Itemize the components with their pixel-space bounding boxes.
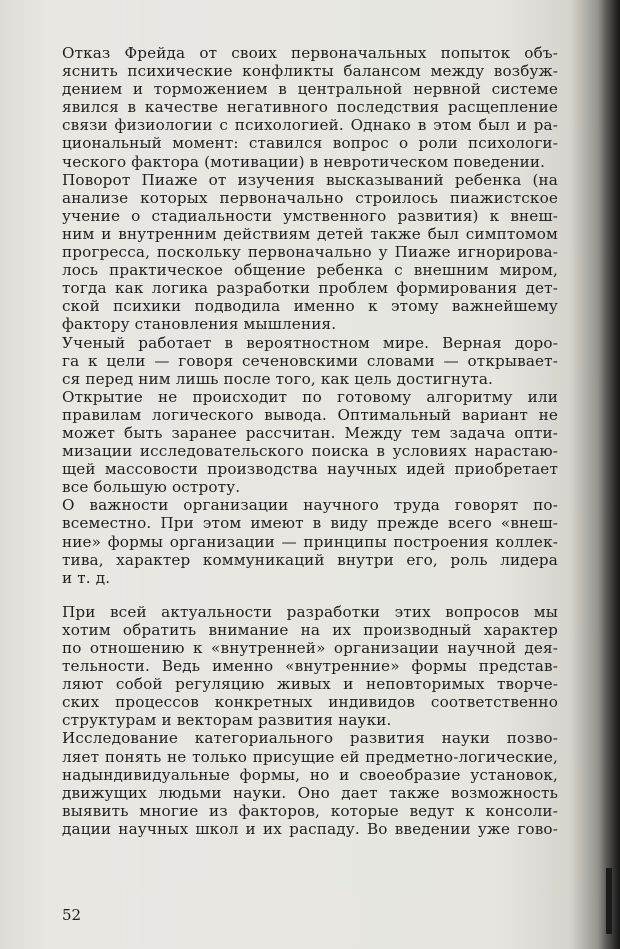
- text-line: циональный момент: ставился вопрос о роли психологи-: [62, 134, 558, 153]
- text-line: ся перед ним лишь после того, как цель достигнута.: [62, 369, 494, 388]
- text-line: учение о стадиальности умственного развития) к внеш-: [62, 206, 558, 225]
- text-line: Ученый работает в вероятностном мире. Верная доро-: [62, 333, 558, 352]
- paragraph: [62, 334, 558, 388]
- text-line: ние» формы организации — принципы построения коллек-: [62, 532, 558, 551]
- text-line: фактору становления мышления.: [62, 315, 337, 334]
- text-line: все большую остроту.: [62, 478, 241, 497]
- text-line: прогресса, поскольку первоначально у Пиаже игнорирова-: [62, 243, 558, 262]
- text-line: явился в качестве негативного последствия расщепление: [62, 98, 558, 117]
- text-line: ляют собой регуляцию живых и неповторимых творче-: [62, 675, 558, 694]
- paragraph: [62, 496, 558, 586]
- text-line: тельности. Ведь именно «внутренние» формы представ-: [62, 657, 558, 676]
- text-line: лось практическое общение ребенка с внешним миром,: [62, 261, 558, 280]
- text-line: Открытие не происходит по готовому алгоритму или: [62, 387, 558, 406]
- text-line: ской психики подводила именно к этому важнейшему: [62, 297, 558, 316]
- text-line: связи физиологии с психологией. Однако в этом был и ра-: [62, 116, 558, 135]
- text-line: хотим обратить внимание на их производный характер: [62, 620, 558, 639]
- text-line: надындивидуальные формы, но и своеобразие установок,: [62, 765, 558, 784]
- text-line: тогда как логика разработки проблем формирования дет-: [62, 279, 558, 298]
- paragraph: [62, 171, 558, 334]
- text-line: О важности организации научного труда говорят по-: [62, 496, 558, 515]
- text-line: При всей актуальности разработки этих вопросов мы: [62, 602, 558, 621]
- text-line: Исследование категориального развития науки позво-: [62, 729, 558, 748]
- text-line: дением и торможением в центральной нервной системе: [62, 80, 558, 99]
- text-line: движущих людьми науки. Оно дает также возможность: [62, 783, 558, 802]
- text-line: Поворот Пиаже от изучения высказываний ребенка (на: [62, 170, 558, 189]
- text-line: га к цели — говоря сеченовскими словами — открывает-: [62, 351, 558, 370]
- body-text: [62, 44, 558, 838]
- text-line: всеместно. При этом имеют в виду прежде всего «внеш-: [62, 514, 558, 533]
- page-edge-mark: [606, 868, 612, 934]
- text-line: по отношению к «внутренней» организации научной дея-: [62, 639, 558, 657]
- text-line: ним и внутренним действиям детей также был симптомом: [62, 224, 558, 243]
- text-line: правилам логического вывода. Оптимальный вариант не: [62, 405, 558, 424]
- paragraph: [62, 603, 558, 730]
- text-line: Отказ Фрейда от своих первоначальных попыток объ-: [62, 44, 558, 62]
- page-number: 52: [62, 906, 82, 924]
- text-line: тива, характер коммуникаций внутри его, роль лидера: [62, 550, 558, 569]
- text-line: ческого фактора (мотивации) в невротическом поведении.: [62, 152, 546, 171]
- text-line: и т. д.: [62, 568, 111, 587]
- paragraph: [62, 729, 558, 838]
- paragraph: [62, 388, 558, 497]
- text-line: дации научных школ и их распаду. Во введении уже гово-: [62, 819, 558, 838]
- paragraph: [62, 44, 558, 171]
- page-edge-shadow: [598, 0, 620, 949]
- text-line: щей массовости производства научных идей приобретает: [62, 460, 558, 479]
- text-line: яснить психические конфликты балансом между возбуж-: [62, 62, 558, 81]
- text-line: ляет понять не только присущие ей предметно-логические,: [62, 747, 558, 766]
- text-line: выявить многие из факторов, которые ведут к консоли-: [62, 801, 558, 820]
- text-line: структурам и векторам развития науки.: [62, 711, 392, 730]
- text-line: мизации исследовательского поиска в условиях нарастаю-: [62, 442, 558, 461]
- text-line: ских процессов конкретных индивидов соответственно: [62, 693, 558, 712]
- text-line: анализе которых первоначально строилось пиажистское: [62, 188, 558, 207]
- text-line: может быть заранее рассчитан. Между тем задача опти-: [62, 423, 558, 442]
